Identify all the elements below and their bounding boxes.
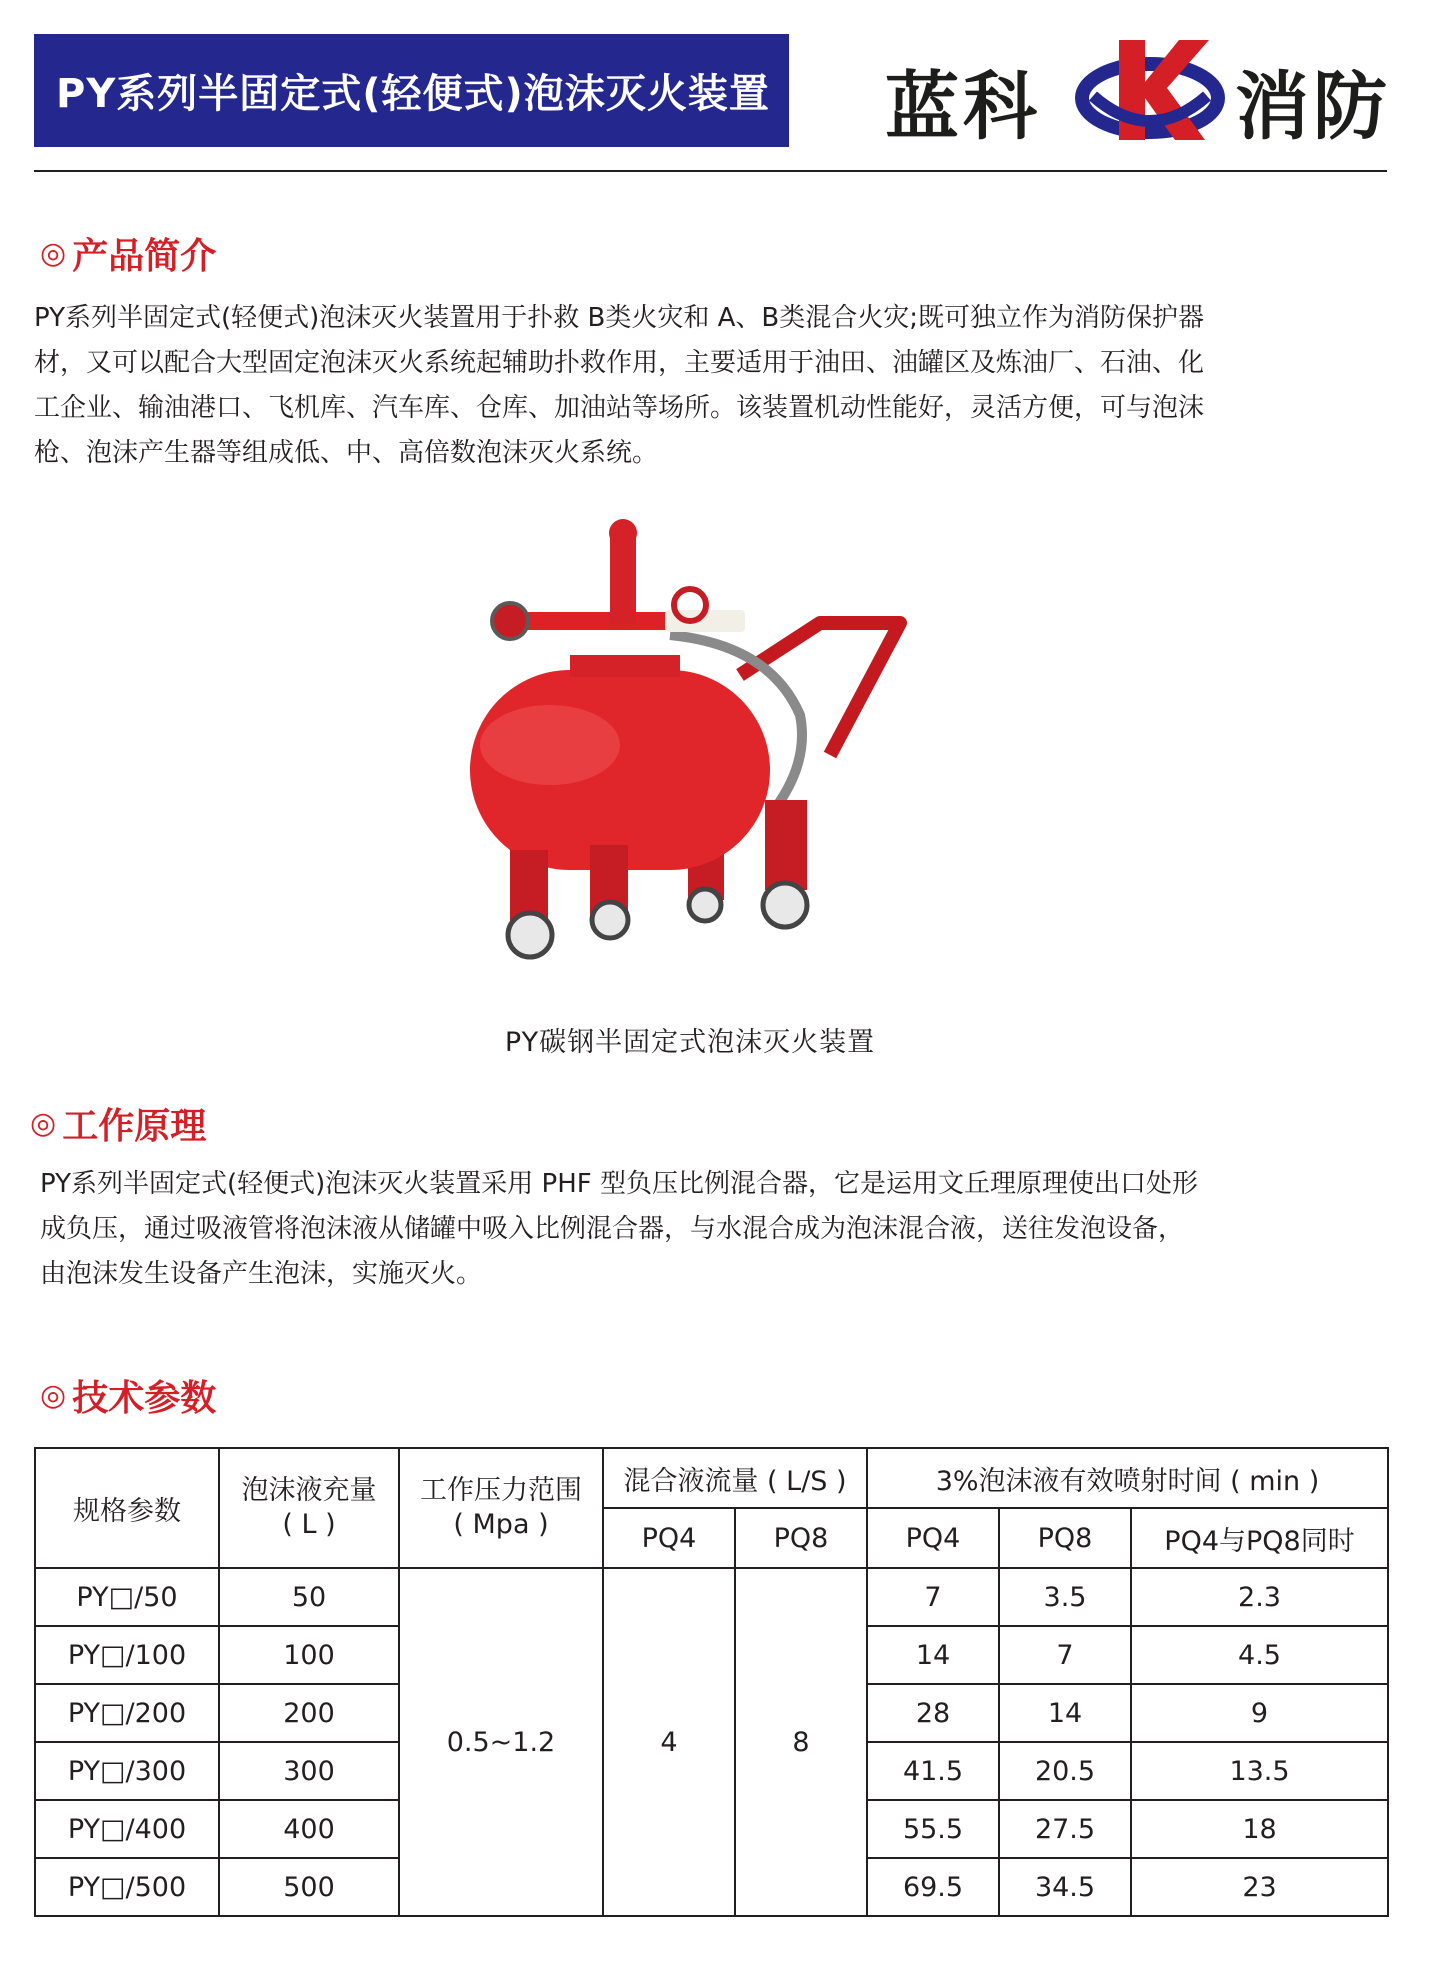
table-row bbox=[35, 1568, 1388, 1626]
intro-line: 工企业、输油港口、飞机库、汽车库、仓库、加油站等场所。该装置机动性能好，灵活方便，可与泡沫 bbox=[34, 393, 1205, 423]
cell-volume: 50 bbox=[219, 1568, 399, 1626]
cell-volume: 300 bbox=[219, 1742, 399, 1800]
brand-logo-block bbox=[885, 30, 1405, 150]
header-volume bbox=[219, 1448, 399, 1568]
cell-volume: 500 bbox=[219, 1858, 399, 1916]
foam-extinguisher-device-image bbox=[440, 515, 960, 985]
cell-model: PY□/50 bbox=[35, 1568, 219, 1626]
cell-time-both: 18 bbox=[1131, 1800, 1388, 1858]
cell-model: PY□/300 bbox=[35, 1742, 219, 1800]
cell-volume: 400 bbox=[219, 1800, 399, 1858]
section-heading-specs bbox=[40, 1370, 216, 1421]
cell-model: PY□/400 bbox=[35, 1800, 219, 1858]
title-banner bbox=[34, 34, 789, 147]
principle-line: 由泡沫发生设备产生泡沫，实施灭火。 bbox=[40, 1259, 483, 1289]
header-pressure-line1: 工作压力范围 bbox=[420, 1475, 582, 1506]
cell-time-both: 13.5 bbox=[1131, 1742, 1388, 1800]
cell-time-pq4: 7 bbox=[867, 1568, 999, 1626]
cell-pressure: 0.5~1.2 bbox=[399, 1568, 603, 1916]
subheader-flow-pq4: PQ4 bbox=[603, 1508, 735, 1568]
cell-volume: 200 bbox=[219, 1684, 399, 1742]
cell-time-both: 23 bbox=[1131, 1858, 1388, 1916]
header-pressure-line2: ( Mpa ) bbox=[453, 1509, 549, 1540]
circle-target-icon: ◎ bbox=[30, 1106, 57, 1141]
cell-time-pq8: 20.5 bbox=[999, 1742, 1131, 1800]
cell-time-pq4: 28 bbox=[867, 1684, 999, 1742]
cell-time-both: 4.5 bbox=[1131, 1626, 1388, 1684]
cell-time-pq4: 41.5 bbox=[867, 1742, 999, 1800]
subheader-time-both: PQ4与PQ8同时 bbox=[1131, 1508, 1388, 1568]
cell-time-pq8: 14 bbox=[999, 1684, 1131, 1742]
cell-time-pq8: 34.5 bbox=[999, 1858, 1131, 1916]
intro-line: PY系列半固定式(轻便式)泡沫灭火装置用于扑救 B类火灾和 A、B类混合火灾;既可独立作为消防保护器 bbox=[34, 303, 1205, 333]
intro-paragraph bbox=[34, 296, 1394, 476]
cell-time-both: 2.3 bbox=[1131, 1568, 1388, 1626]
header-flow: 混合液流量 ( L/S ) bbox=[603, 1448, 867, 1508]
page-title: PY系列半固定式(轻便式)泡沫灭火装置 bbox=[56, 71, 770, 117]
section-heading-intro bbox=[40, 228, 216, 279]
header-time: 3%泡沫液有效喷射时间 ( min ) bbox=[867, 1448, 1388, 1508]
subheader-time-pq8: PQ8 bbox=[999, 1508, 1131, 1568]
cell-flow-pq8: 8 bbox=[735, 1568, 867, 1916]
cell-time-pq4: 14 bbox=[867, 1626, 999, 1684]
section-heading-principle bbox=[30, 1098, 206, 1149]
intro-line: 材，又可以配合大型固定泡沫灭火系统起辅助扑救作用，主要适用于油田、油罐区及炼油厂、石油、化 bbox=[34, 348, 1205, 378]
circle-target-icon: ◎ bbox=[40, 1378, 67, 1413]
section-heading-principle-text: 工作原理 bbox=[62, 1106, 207, 1147]
spec-table bbox=[34, 1447, 1389, 1917]
principle-line: PY系列半固定式(轻便式)泡沫灭火装置采用 PHF 型负压比例混合器，它是运用文丘理原理使出口处形 bbox=[40, 1169, 1198, 1199]
header-divider bbox=[34, 170, 1387, 172]
principle-paragraph bbox=[40, 1162, 1400, 1297]
header-pressure bbox=[399, 1448, 603, 1568]
cell-time-pq8: 7 bbox=[999, 1626, 1131, 1684]
cell-time-pq8: 27.5 bbox=[999, 1800, 1131, 1858]
circle-target-icon: ◎ bbox=[40, 236, 67, 271]
k-logo-icon bbox=[1075, 36, 1225, 146]
section-heading-specs-text: 技术参数 bbox=[72, 1378, 217, 1419]
intro-line: 枪、泡沫产生器等组成低、中、高倍数泡沫灭火系统。 bbox=[34, 438, 659, 468]
cell-model: PY□/200 bbox=[35, 1684, 219, 1742]
image-caption: PY碳钢半固定式泡沫灭火装置 bbox=[504, 1027, 876, 1058]
section-heading-intro-text: 产品简介 bbox=[72, 236, 217, 277]
subheader-flow-pq8: PQ8 bbox=[735, 1508, 867, 1568]
table-header-row bbox=[35, 1448, 1388, 1508]
header-volume-line1: 泡沫液充量 bbox=[241, 1475, 377, 1506]
header-volume-line2: ( L ) bbox=[282, 1509, 336, 1540]
cell-time-pq4: 55.5 bbox=[867, 1800, 999, 1858]
subheader-time-pq4: PQ4 bbox=[867, 1508, 999, 1568]
brand-name-right: 消防 bbox=[1235, 64, 1391, 150]
cell-volume: 100 bbox=[219, 1626, 399, 1684]
cell-time-pq4: 69.5 bbox=[867, 1858, 999, 1916]
cell-time-pq8: 3.5 bbox=[999, 1568, 1131, 1626]
cell-model: PY□/500 bbox=[35, 1858, 219, 1916]
cell-flow-pq4: 4 bbox=[603, 1568, 735, 1916]
cell-time-both: 9 bbox=[1131, 1684, 1388, 1742]
principle-line: 成负压，通过吸液管将泡沫液从储罐中吸入比例混合器，与水混合成为泡沫混合液，送往发泡设备， bbox=[40, 1214, 1185, 1244]
cell-model: PY□/100 bbox=[35, 1626, 219, 1684]
header-model: 规格参数 bbox=[35, 1448, 219, 1568]
brand-name-left: 蓝科 bbox=[885, 64, 1041, 150]
